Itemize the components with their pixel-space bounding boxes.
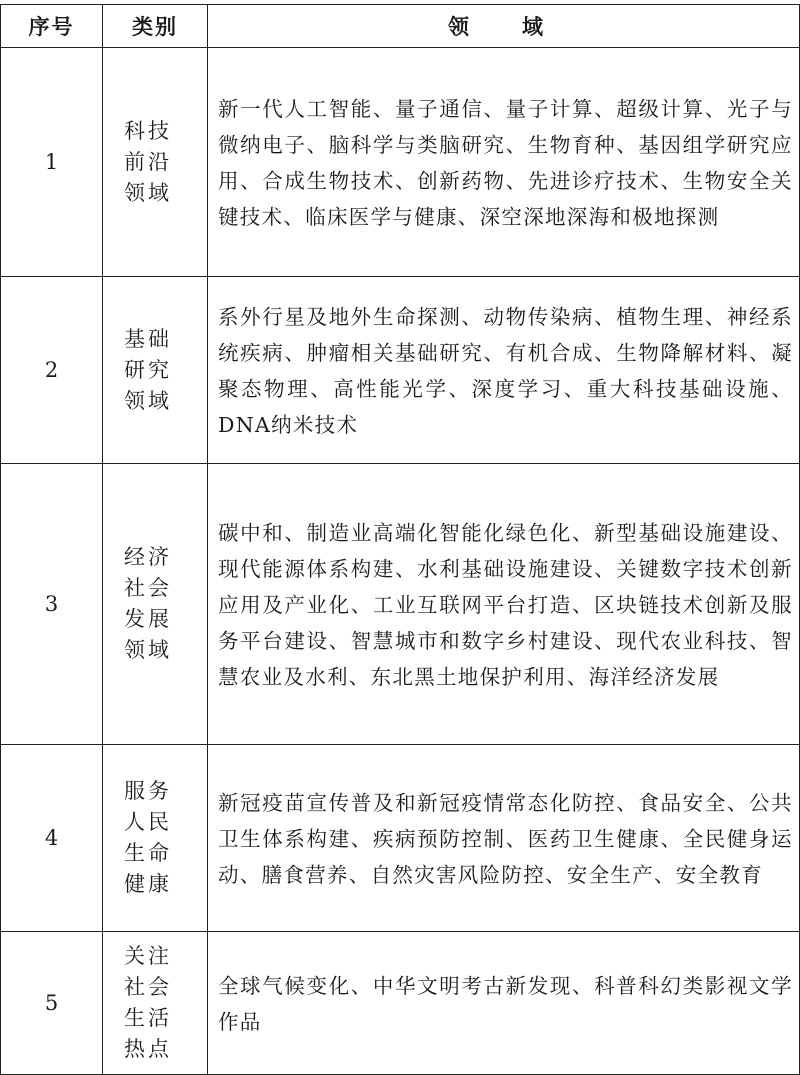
row-fields: 碳中和、制造业高端化智能化绿色化、新型基础设施建设、现代能源体系构建、水利基础设施建设、关键数字技术创新应用及产业化、工业互联网平台打造、区块链技术创新及服务平台建设、智慧城市和数字乡村建设、现代农业科技、智慧农业及水利、东北黑土地保护利用、海洋经济发展 — [208, 464, 800, 745]
row-fields: 全球气候变化、中华文明考古新发现、科普科幻类影视文学作品 — [208, 932, 800, 1075]
row-fields: 新一代人工智能、量子通信、量子计算、超级计算、光子与微纳电子、脑科学与类脑研究、生物育种、基因组学研究应用、合成生物技术、创新药物、先进诊疗技术、生物安全关键技术、临床医学与健康、深空深地深海和极地探测 — [208, 48, 800, 277]
fields-table — [0, 4, 800, 1075]
table-row — [1, 932, 800, 1075]
row-category-cell — [103, 745, 208, 932]
row-category: 经济社会发展领域 — [124, 545, 172, 662]
row-category: 基础研究领域 — [124, 326, 172, 413]
header-fields: 领 域 — [208, 5, 800, 48]
row-category-cell — [103, 932, 208, 1075]
row-category-cell — [103, 464, 208, 745]
row-serial-number: 3 — [1, 464, 103, 745]
table-row — [1, 48, 800, 277]
table-row — [1, 745, 800, 932]
row-category: 服务人民生命健康 — [124, 779, 172, 896]
row-serial-number: 1 — [1, 48, 103, 277]
row-fields: 系外行星及地外生命探测、动物传染病、植物生理、神经系统疾病、肿瘤相关基础研究、有机合成、生物降解材料、凝聚态物理、高性能光学、深度学习、重大科技基础设施、DNA纳米技术 — [208, 277, 800, 464]
row-category-cell — [103, 48, 208, 277]
table-header-row — [1, 5, 800, 48]
row-serial-number: 2 — [1, 277, 103, 464]
row-serial-number: 5 — [1, 932, 103, 1075]
table-row — [1, 277, 800, 464]
row-fields: 新冠疫苗宣传普及和新冠疫情常态化防控、食品安全、公共卫生体系构建、疾病预防控制、医药卫生健康、全民健身运动、膳食营养、自然灾害风险防控、安全生产、安全教育 — [208, 745, 800, 932]
header-serial-number: 序号 — [1, 5, 103, 48]
table-row — [1, 464, 800, 745]
row-category: 关注社会生活热点 — [124, 944, 172, 1061]
header-category: 类别 — [103, 5, 208, 48]
row-category: 科技前沿领域 — [124, 118, 172, 205]
row-serial-number: 4 — [1, 745, 103, 932]
row-category-cell — [103, 277, 208, 464]
